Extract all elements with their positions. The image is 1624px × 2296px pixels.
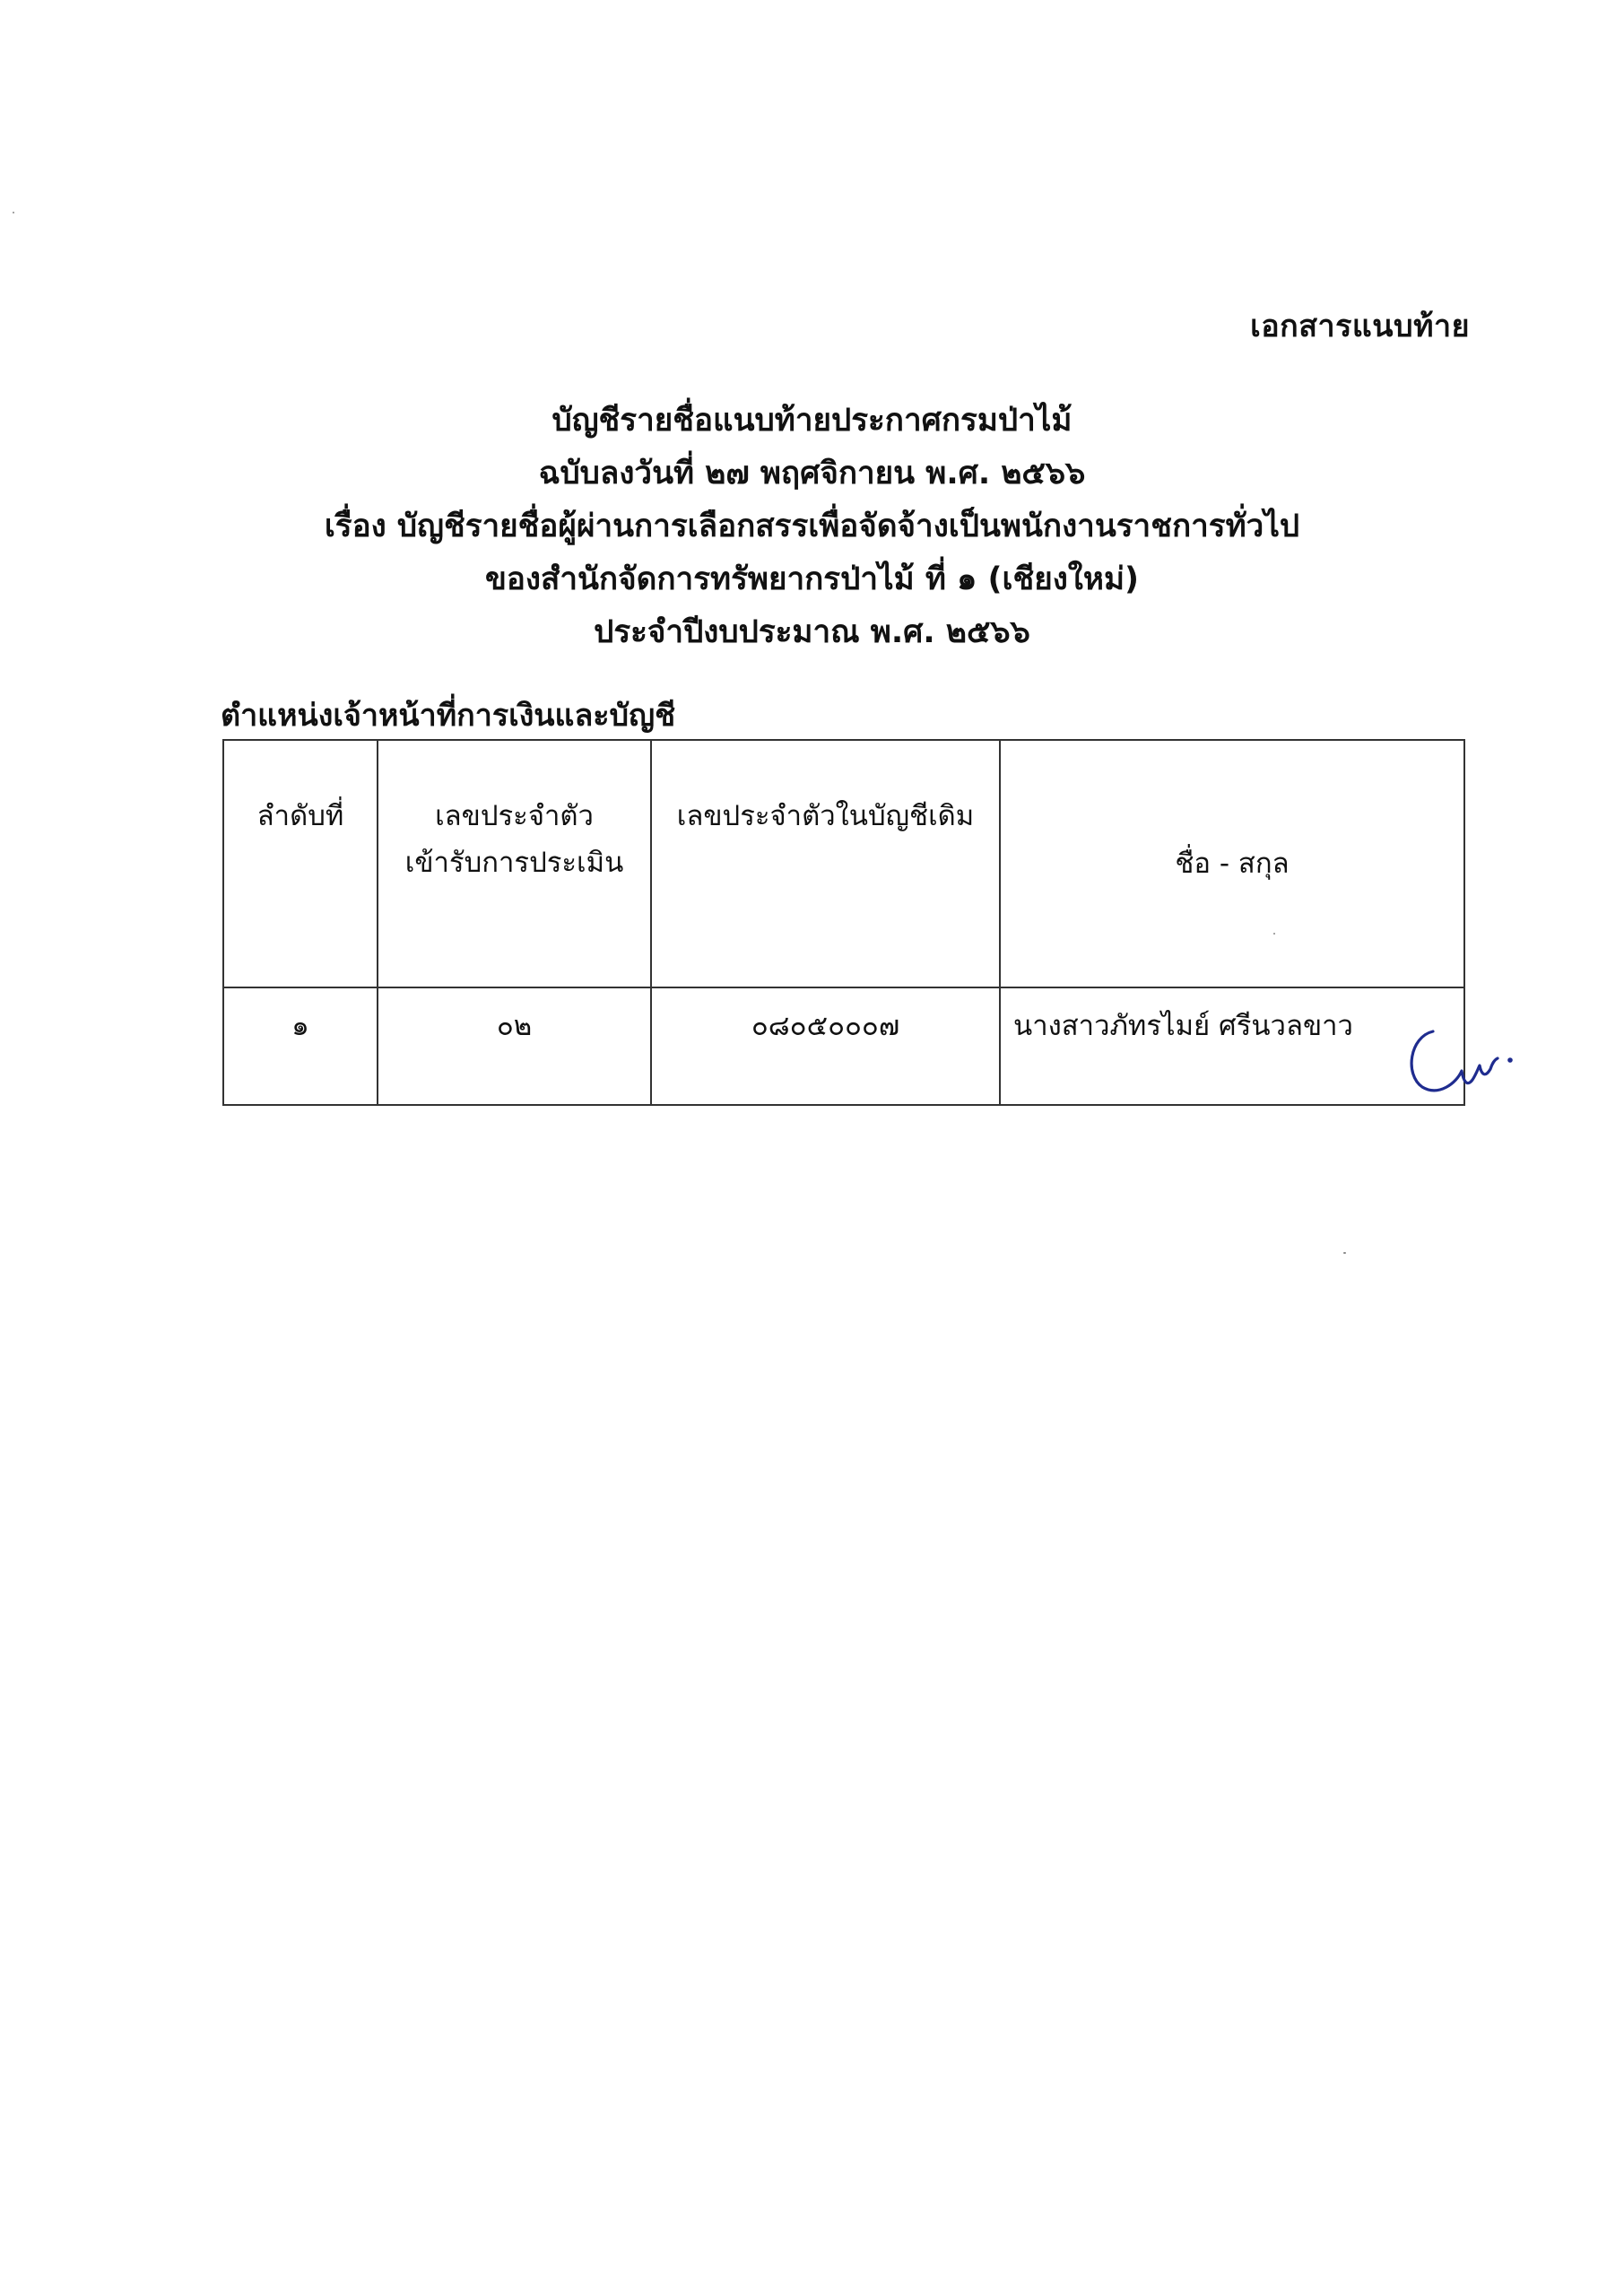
cell-assessment-id: ๐๒	[378, 987, 651, 1105]
header-original-list-id: เลขประจำตัวในบัญชีเดิม	[651, 740, 1000, 987]
header-assessment-id	[378, 740, 651, 987]
scan-speck	[1273, 933, 1275, 935]
document-heading	[0, 395, 1624, 659]
heading-line-fiscal-year: ประจำปีงบประมาณ พ.ศ. ๒๕๖๖	[594, 614, 1030, 650]
cell-original-list-id: ๐๘๐๕๐๐๐๗	[651, 987, 1000, 1105]
table-row	[223, 987, 1464, 1105]
handwritten-signature	[1399, 1012, 1524, 1101]
heading-line-date: ฉบับลงวันที่ ๒๗ พฤศจิกายน พ.ศ. ๒๕๖๖	[538, 456, 1086, 491]
position-title: ตำแหน่งเจ้าหน้าที่การเงินและบัญชี	[221, 698, 676, 734]
scan-speck	[1343, 1252, 1346, 1254]
header-assessment-id-line2: เข้ารับการประเมิน	[404, 847, 624, 879]
attachment-label: เอกสารแนบท้าย	[1250, 309, 1470, 344]
cell-full-name: นางสาวภัทรไมย์ ศรีนวลขาว	[1000, 987, 1464, 1105]
heading-line-office: ของสำนักจัดการทรัพยากรป่าไม้ ที่ ๑ (เชียงใหม่)	[484, 561, 1140, 597]
heading-line-title: บัญชีรายชื่อแนบท้ายประกาศกรมป่าไม้	[551, 403, 1073, 439]
table-header-row	[223, 740, 1464, 987]
header-assessment-id-line1: เลขประจำตัว	[435, 800, 594, 832]
header-full-name: ชื่อ - สกุล	[1000, 740, 1464, 987]
scan-speck	[13, 212, 14, 213]
cell-order-no: ๑	[223, 987, 378, 1105]
header-order-no: ลำดับที่	[223, 740, 378, 987]
heading-line-subject: เรื่อง บัญชีรายชื่อผู้ผ่านการเลือกสรรเพื่อจัดจ้างเป็นพนักงานราชการทั่วไป	[324, 509, 1300, 544]
roster-table	[222, 739, 1465, 1106]
